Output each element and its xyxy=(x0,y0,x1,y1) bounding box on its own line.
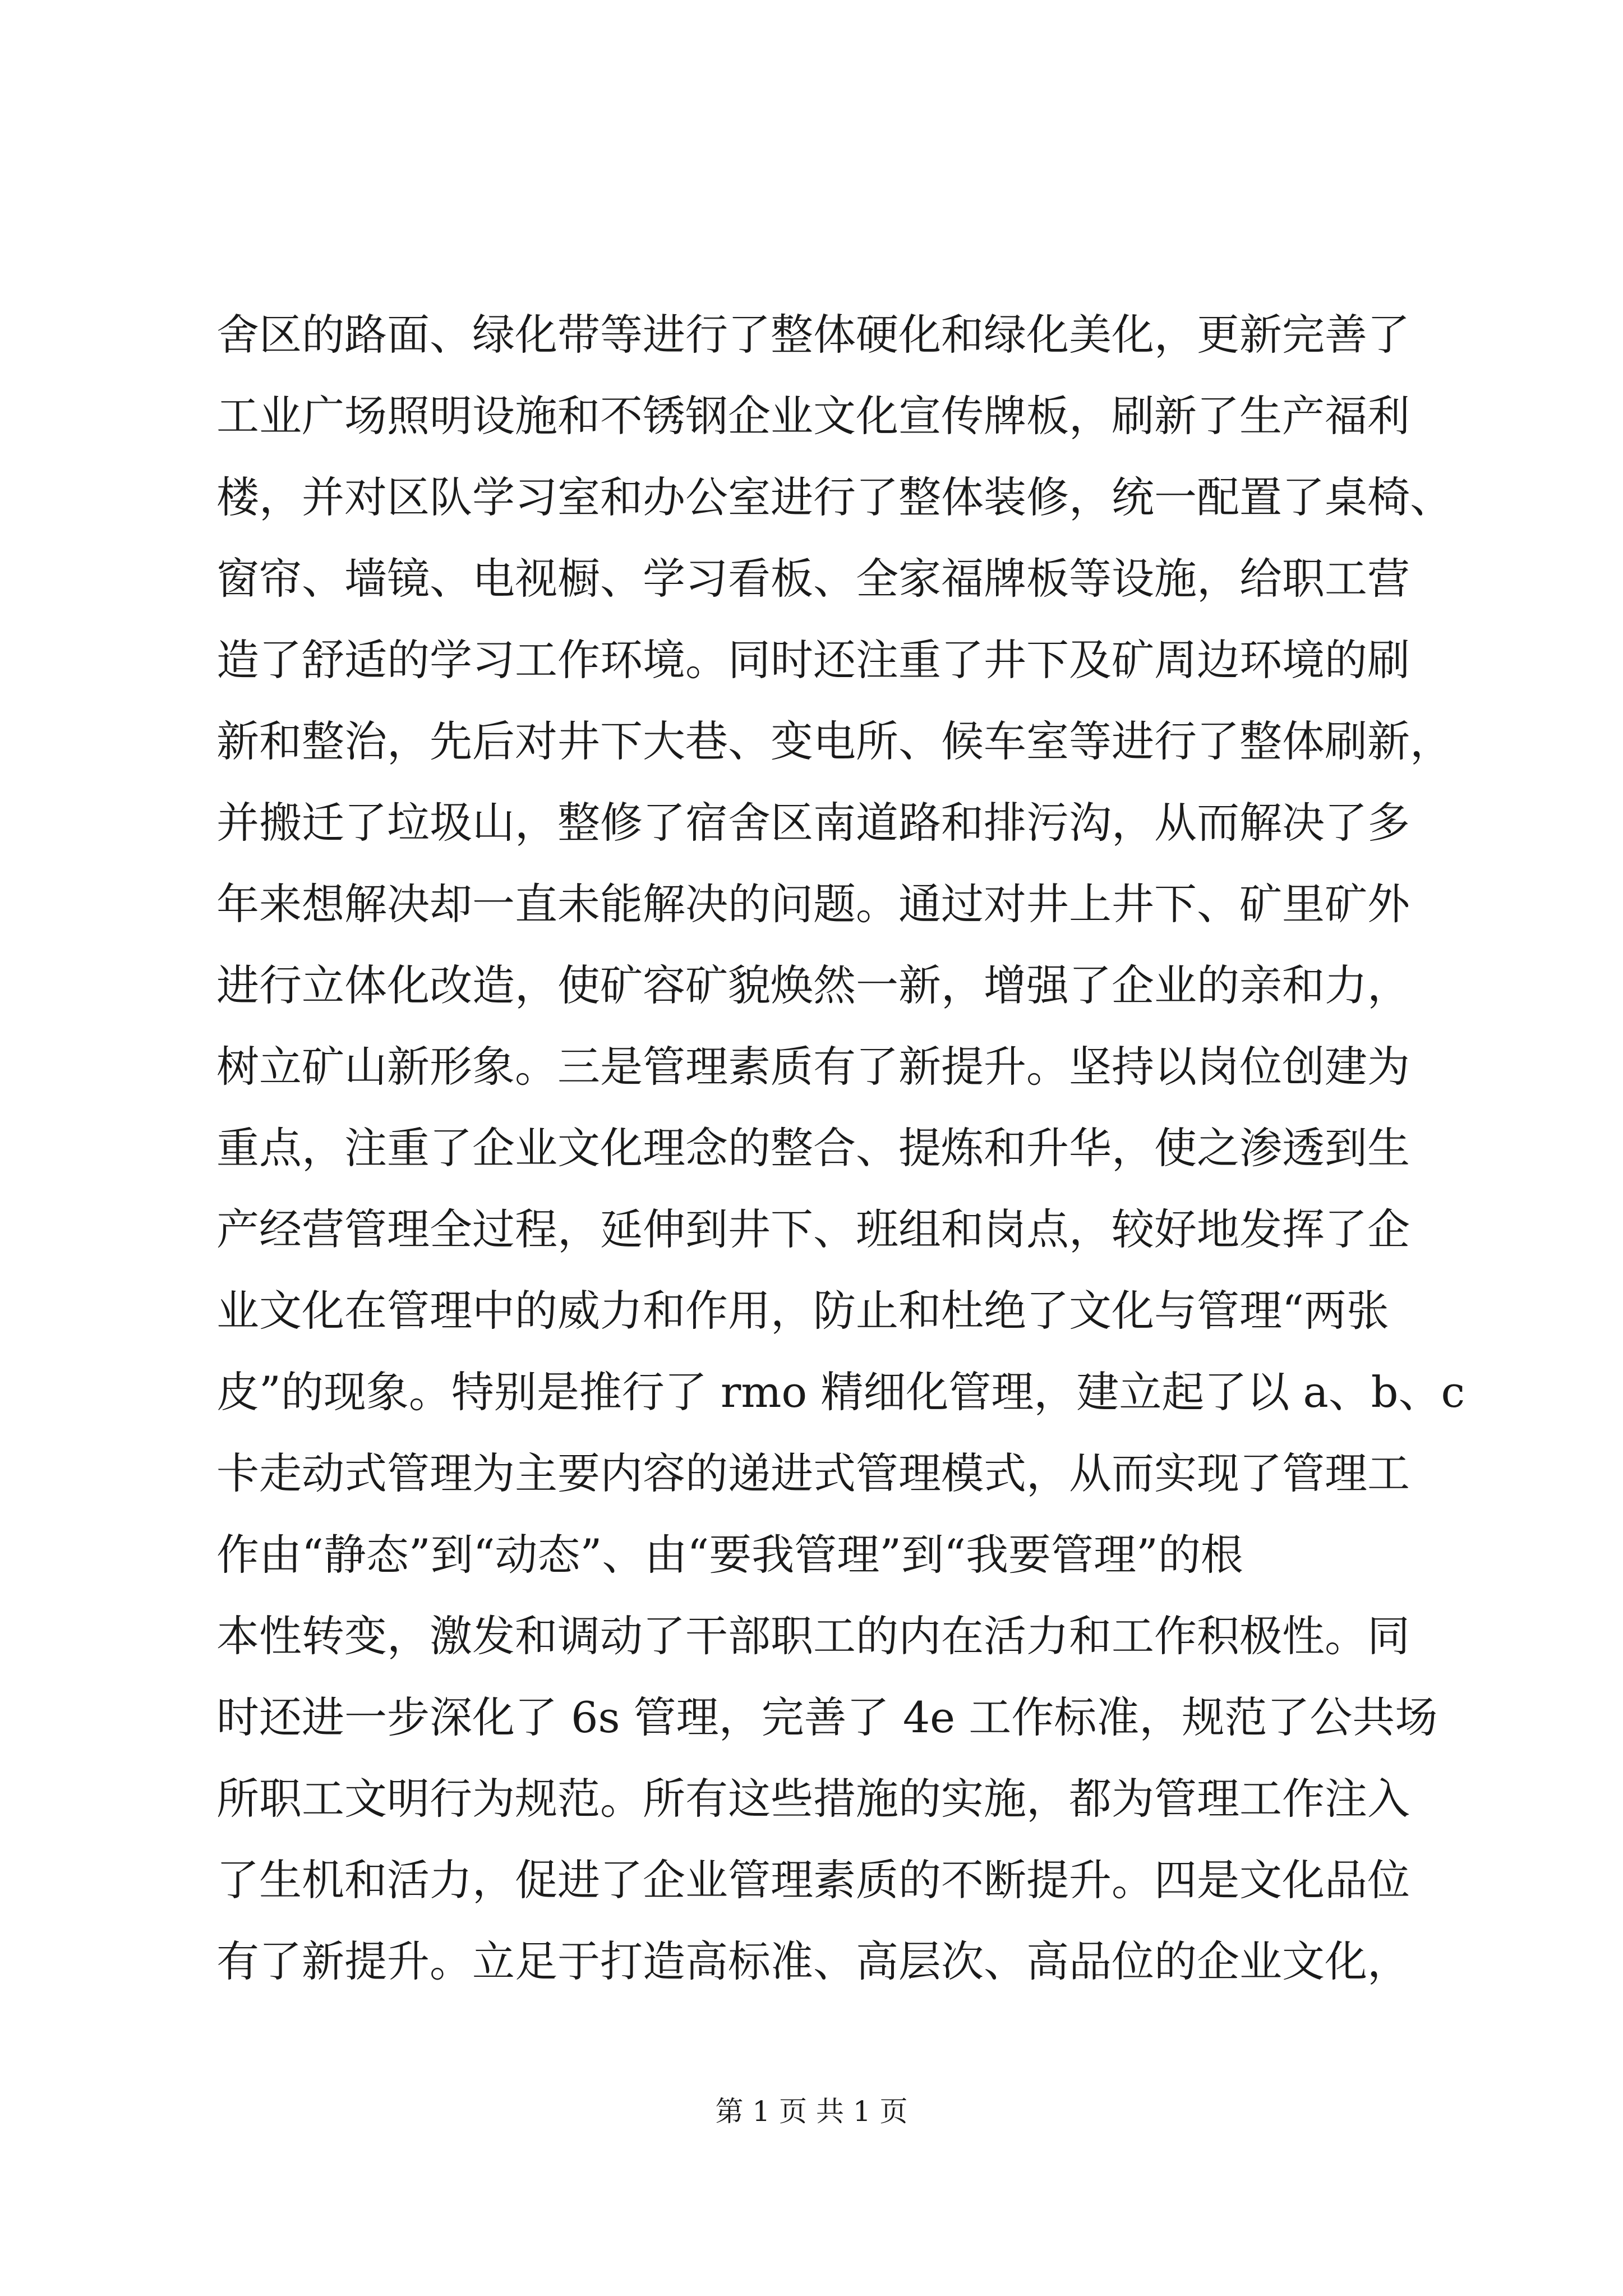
text-line-21: 有了新提升。立足于打造高标准、高层次、高品位的企业文化， xyxy=(216,1936,1410,1986)
text-line-10: 树立矿山新形象。三是管理素质有了新提升。坚持以岗位创建为 xyxy=(216,1042,1410,1092)
text-line-15: 卡走动式管理为主要内容的递进式管理模式，从而实现了管理工 xyxy=(216,1448,1410,1498)
text-line-4: 窗帘、墙镜、电视橱、学习看板、全家福牌板等设施，给职工营 xyxy=(216,554,1410,604)
text-line-7: 并搬迁了垃圾山，整修了宿舍区南道路和排污沟，从而解决了多 xyxy=(216,798,1410,848)
text-line-8: 年来想解决却一直未能解决的问题。通过对井上井下、矿里矿外 xyxy=(216,879,1410,929)
text-line-3: 楼，并对区队学习室和办公室进行了整体装修，统一配置了桌椅、 xyxy=(216,472,1453,522)
text-line-16: 作由“静态”到“动态”、由“要我管理”到“我要管理”的根 xyxy=(216,1530,1243,1580)
text-line-17: 本性转变，激发和调动了干部职工的内在活力和工作积极性。同 xyxy=(216,1611,1410,1661)
text-line-5: 造了舒适的学习工作环境。同时还注重了井下及矿周边环境的刷 xyxy=(216,635,1410,685)
text-line-18: 时还进一步深化了 6s 管理，完善了 4e 工作标准，规范了公共场 xyxy=(216,1692,1438,1742)
text-line-9: 进行立体化改造，使矿容矿貌焕然一新，增强了企业的亲和力， xyxy=(216,960,1410,1010)
text-line-6: 新和整治，先后对井下大巷、变电所、候车室等进行了整体刷新， xyxy=(216,716,1453,766)
body-text xyxy=(216,294,1473,2002)
text-line-11: 重点，注重了企业文化理念的整合、提炼和升华，使之渗透到生 xyxy=(216,1123,1410,1173)
page-footer: 第 1 页 共 1 页 xyxy=(715,2095,908,2128)
text-line-14: 皮”的现象。特别是推行了 rmo 精细化管理，建立起了以 a、b、c xyxy=(216,1367,1465,1417)
text-line-20: 了生机和活力，促进了企业管理素质的不断提升。四是文化品位 xyxy=(216,1855,1410,1905)
text-line-12: 产经营管理全过程，延伸到井下、班组和岗点，较好地发挥了企 xyxy=(216,1204,1410,1254)
text-line-13: 业文化在管理中的威力和作用，防止和杜绝了文化与管理“两张 xyxy=(216,1286,1389,1336)
text-line-19: 所职工文明行为规范。所有这些措施的实施，都为管理工作注入 xyxy=(216,1774,1410,1824)
text-line-1: 舍区的路面、绿化带等进行了整体硬化和绿化美化，更新完善了 xyxy=(216,310,1410,360)
text-line-2: 工业广场照明设施和不锈钢企业文化宣传牌板，刷新了生产福利 xyxy=(216,391,1410,441)
